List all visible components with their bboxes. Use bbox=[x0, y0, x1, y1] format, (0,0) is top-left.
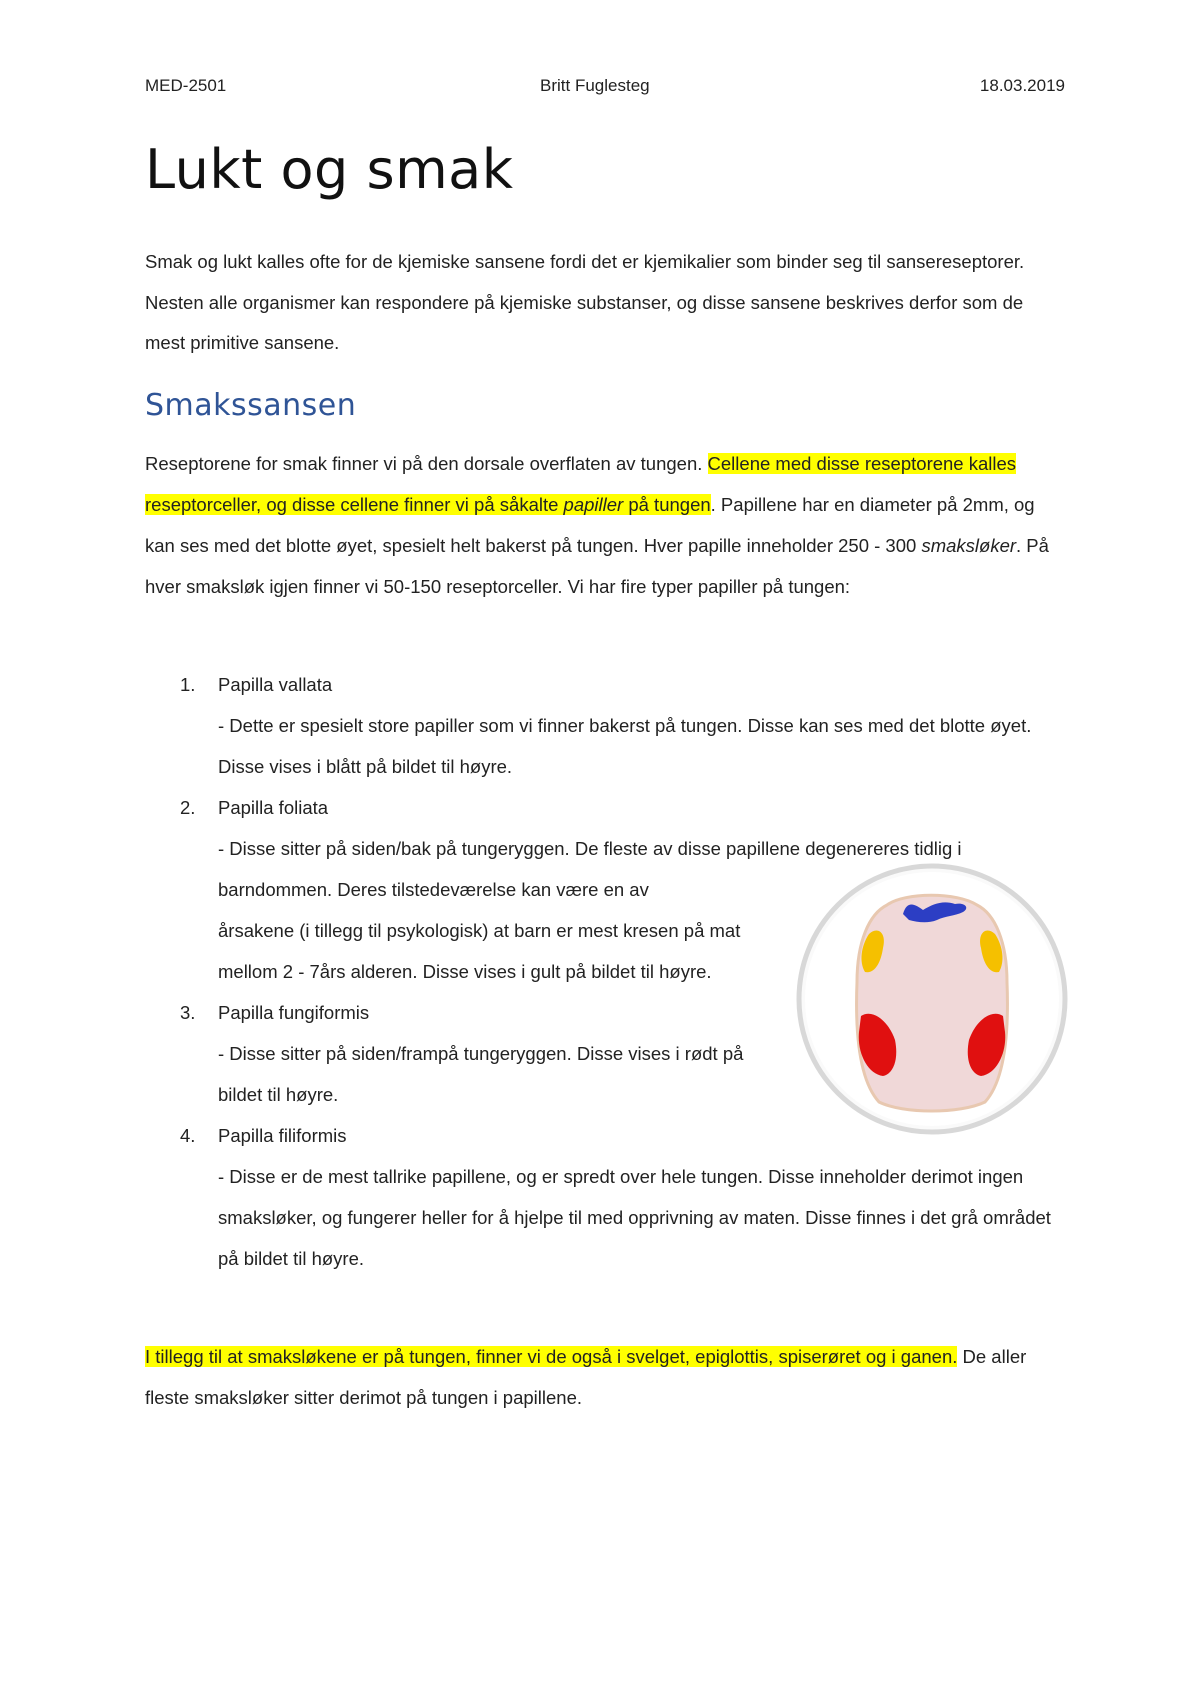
smakssansen-paragraph bbox=[145, 443, 1065, 607]
closing-paragraph bbox=[145, 1336, 1065, 1418]
list-item-description-continued: årsakene (i tillegg til psykologisk) at barn er mest kresen på mat mellom 2 - 7års alderen. Disse vises i gult på bildet til høyre. bbox=[218, 920, 741, 982]
list-number: 1. bbox=[180, 674, 196, 695]
list-item-description: - Dette er spesielt store papiller som vi finner bakerst på tungen. Disse kan ses med det blotte øyet. Disse vises i blått på bildet til høyre. bbox=[218, 715, 1032, 777]
para2-text-3: . På hver smaksløk igjen finner vi 50-150 reseptorceller. Vi har fire typer papiller på tungen: bbox=[145, 535, 1049, 597]
document-title: Lukt og smak bbox=[145, 138, 514, 201]
list-item-name: Papilla vallata bbox=[218, 674, 333, 695]
closing-text: De aller fleste smaksløker sitter derimot på tungen i papillene. bbox=[145, 1346, 1027, 1408]
highlight-part-a: Cellene med disse reseptorene kalles reseptorceller, og disse cellene finner vi på såkalte bbox=[145, 453, 1017, 515]
header-course: MED-2501 bbox=[145, 76, 227, 95]
list-item-description: - Disse sitter på siden/bak på tungeryggen. De fleste av disse papillene degenereres tidlig i barndommen. Deres tilstedeværelse kan være en av bbox=[218, 838, 962, 900]
list-item bbox=[145, 664, 1065, 787]
tongue-diagram bbox=[795, 862, 1070, 1137]
list-number: 3. bbox=[180, 1002, 196, 1023]
list-item-description: - Disse sitter på siden/frampå tungeryggen. Disse vises i rødt på bildet til høyre. bbox=[218, 1043, 744, 1105]
list-item bbox=[145, 1115, 1065, 1279]
italic-term-smakslOker: smaksløker bbox=[921, 535, 1017, 556]
list-item-name: Papilla fungiformis bbox=[218, 1002, 370, 1023]
header-author: Britt Fuglesteg bbox=[540, 76, 650, 95]
highlighted-text: I tillegg til at smaksløkene er på tungen, finner vi de også i svelget, epiglottis, spiserøret og i ganen. bbox=[145, 1346, 958, 1367]
para2-text-2: . Papillene har en diameter på 2mm, og kan ses med det blotte øyet, spesielt helt bakerst på tungen. Hver papille inneholder 250 - 300 bbox=[145, 494, 1035, 556]
list-item-name: Papilla foliata bbox=[218, 797, 329, 818]
highlight-italic-term: papiller bbox=[563, 494, 624, 515]
para2-text-1: Reseptorene for smak finner vi på den dorsale overflaten av tungen. bbox=[145, 453, 708, 474]
tongue-shape bbox=[857, 895, 1008, 1111]
list-item-description: - Disse er de mest tallrike papillene, og er spredt over hele tungen. Disse inneholder derimot ingen smaksløker, og fungerer heller for å hjelpe til med opprivning av maten. Disse finnes i det grå området på bildet til høyre. bbox=[218, 1166, 1051, 1269]
list-number: 2. bbox=[180, 797, 196, 818]
header-date: 18.03.2019 bbox=[979, 76, 1065, 95]
intro-paragraph: Smak og lukt kalles ofte for de kjemiske sansene fordi det er kjemikalier som binder seg til sansereseptorer. Nesten alle organismer kan respondere på kjemiske substanser, og disse sansene beskrives derfor som de mest primitive sansene. bbox=[145, 251, 1025, 353]
list-item-name: Papilla filiformis bbox=[218, 1125, 347, 1146]
list-number: 4. bbox=[180, 1125, 196, 1146]
section-heading: Smakssansen bbox=[145, 388, 357, 423]
page-header bbox=[145, 76, 1065, 102]
highlight-part-b: på tungen bbox=[623, 494, 711, 515]
